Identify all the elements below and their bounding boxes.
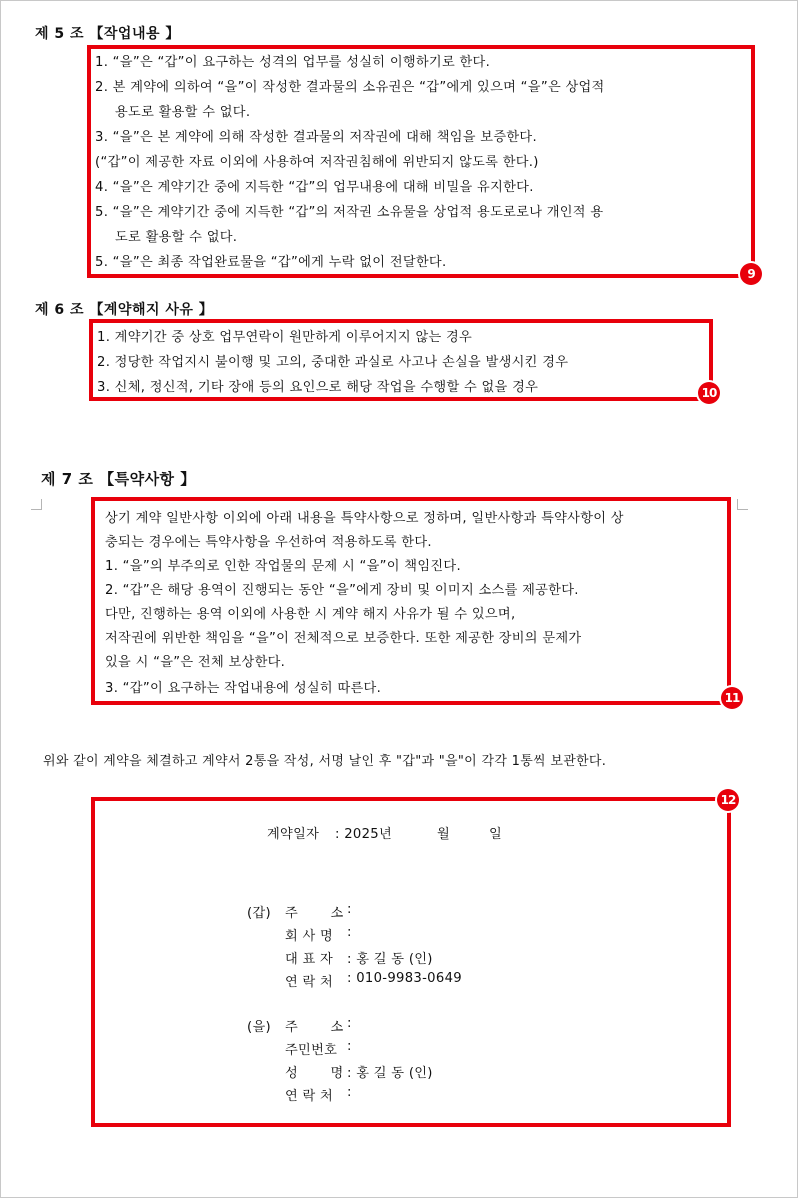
- contract-date-day: 일: [489, 827, 503, 842]
- party-b-phone-label: 연 락 처: [285, 1089, 334, 1104]
- article-6-line: 1. 계약기간 중 상호 업무연락이 원만하게 이루어지지 않는 경우: [97, 330, 473, 345]
- party-a-phone-value: : 010-9983-0649: [347, 971, 462, 986]
- party-a-company-value: :: [347, 925, 352, 940]
- article-5-line: 용도로 활용할 수 없다.: [115, 105, 251, 120]
- annotation-badge-9: 9: [740, 263, 762, 285]
- party-a-company-label: 회 사 명: [285, 929, 334, 944]
- article-7-line: 상기 계약 일반사항 이외에 아래 내용을 특약사항으로 정하며, 일반사항과 특약사항이 상: [105, 511, 624, 526]
- article-7-line: 2. “갑”은 해당 용역이 진행되는 동안 “을”에게 장비 및 이미지 소스를 제공한다.: [105, 583, 579, 598]
- article-5-line: 도로 활용할 수 없다.: [115, 230, 238, 245]
- closing-statement: 위와 같이 계약을 체결하고 계약서 2통을 작성, 서명 날인 후 "갑"과 "을"이 각각 1통씩 보관한다.: [43, 754, 607, 769]
- article-7-heading: 제 7 조 【특약사항 】: [41, 470, 196, 488]
- party-b-name-label: 성 명: [285, 1066, 344, 1081]
- article-6-line: 3. 신체, 정신적, 기타 장애 등의 요인으로 해당 작업을 수행할 수 없을 경우: [97, 380, 539, 395]
- party-b-address-value: :: [347, 1016, 352, 1031]
- article-5-line: 2. 본 계약에 의하여 “을”이 작성한 결과물의 소유권은 “갑”에게 있으며 “을”은 상업적: [95, 80, 605, 95]
- article-7-highlight-box: [91, 497, 731, 705]
- margin-corner-mark: [31, 499, 42, 510]
- annotation-badge-10: 10: [698, 382, 720, 404]
- article-7-line: 1. “을”의 부주의로 인한 작업물의 문제 시 “을”이 책임진다.: [105, 559, 461, 574]
- party-b-tag: (을): [247, 1020, 271, 1035]
- article-7-line: 3. “갑”이 요구하는 작업내용에 성실히 따른다.: [105, 681, 382, 696]
- article-7-line: 저작권에 위반한 책임을 “을”이 전체적으로 보증한다. 또한 제공한 장비의 문제가: [105, 631, 582, 646]
- party-a-tag: (갑): [247, 906, 271, 921]
- party-a-address-label: 주 소: [285, 906, 344, 921]
- party-b-address-label: 주 소: [285, 1020, 344, 1035]
- article-5-line: 1. “을”은 “갑”이 요구하는 성격의 업무를 성실히 이행하기로 한다.: [95, 55, 491, 70]
- party-b-phone-value: :: [347, 1085, 352, 1100]
- contract-date-month: 월: [437, 827, 451, 842]
- article-7-line: 다만, 진행하는 용역 이외에 사용한 시 계약 해지 사유가 될 수 있으며,: [105, 607, 516, 622]
- article-5-line: 5. “을”은 최종 작업완료물을 “갑”에게 누락 없이 전달한다.: [95, 255, 447, 270]
- article-6-line: 2. 정당한 작업지시 불이행 및 고의, 중대한 과실로 사고나 손실을 발생시킨 경우: [97, 355, 569, 370]
- article-5-line: 5. “을”은 계약기간 중에 지득한 “갑”의 저작권 소유물을 상업적 용도로로나 개인적 용: [95, 205, 604, 220]
- party-a-ceo-value: : 홍 길 동 (인): [347, 952, 433, 967]
- article-5-line: 3. “을”은 본 계약에 의해 작성한 결과물의 저작권에 대해 책임을 보증한다.: [95, 130, 537, 145]
- article-5-heading: 제 5 조 【작업내용 】: [35, 26, 180, 42]
- party-a-phone-label: 연 락 처: [285, 975, 334, 990]
- article-5-line: (“갑”이 제공한 자료 이외에 사용하여 저작권침해에 위반되지 않도록 한다.): [95, 155, 539, 170]
- contract-date-label: 계약일자: [267, 827, 320, 842]
- party-b-id-label: 주민번호: [285, 1043, 338, 1058]
- article-7-line: 있을 시 “을”은 전체 보상한다.: [105, 655, 286, 670]
- margin-corner-mark: [737, 499, 748, 510]
- party-b-name-value: : 홍 길 동 (인): [347, 1066, 433, 1081]
- contract-date-year: : 2025년: [335, 827, 393, 842]
- party-a-ceo-label: 대 표 자: [285, 952, 334, 967]
- annotation-badge-12: 12: [717, 789, 739, 811]
- article-5-line: 4. “을”은 계약기간 중에 지득한 “갑”의 업무내용에 대해 비밀을 유지한다.: [95, 180, 534, 195]
- party-a-address-value: :: [347, 902, 352, 917]
- annotation-badge-11: 11: [721, 687, 743, 709]
- article-6-heading: 제 6 조 【계약해지 사유 】: [35, 302, 214, 318]
- article-7-line: 충되는 경우에는 특약사항을 우선하여 적용하도록 한다.: [105, 535, 432, 550]
- party-b-id-value: :: [347, 1039, 352, 1054]
